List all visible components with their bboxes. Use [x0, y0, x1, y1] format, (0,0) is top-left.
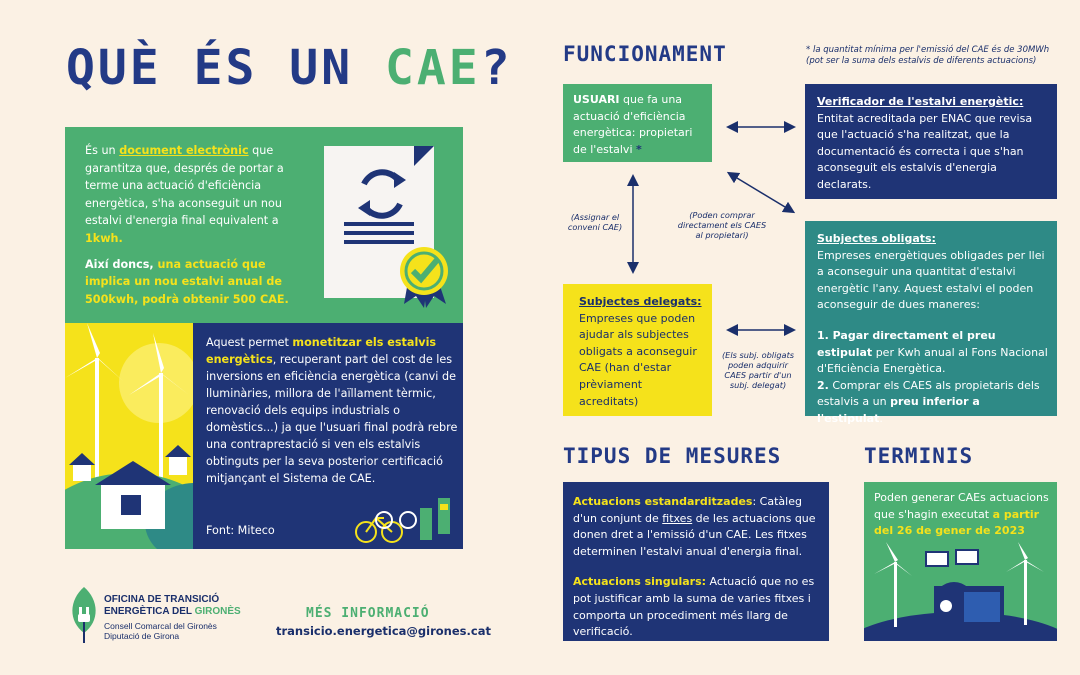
title-highlight: CAE [385, 40, 481, 96]
source-text: Font: Miteco [206, 524, 275, 537]
label-subj: (Els subj. obligats poden adquirir CAES partir d'un subj. delegat) [721, 350, 795, 390]
mes-info-title: MÉS INFORMACIÓ [306, 606, 430, 621]
bike-charging-icon [352, 498, 462, 546]
terminis-text: Poden generar CAEs actuacions que s'hagin executat a partir del 26 de gener de 2023 [874, 491, 1049, 538]
verificador-text: Verificador de l'estalvi energètic: Entitat acreditada per ENAC que revisa que l'actuació s'ha realitzat, que la documentació és correcta i que s'han aconseguit els estalvis d'energia declarats. [817, 95, 1033, 191]
monetize-text: Aquest permet monetitzar els estalvis energètics, recuperant part del cost de les inversions en eficiència energètica (canvi de lluminàries, millora de l'aïllament tèrmic, renovació dels equips industrials o domèstics...) ja que l'usuari final podrà rebre una contraprestació si ven els estalvis obtinguts per la seva posterior certificació mitjançant el Sistema de CAE. [206, 336, 458, 485]
certificate-icon [324, 146, 454, 321]
page-title: QUÈ ÉS UN CAE? [66, 40, 513, 96]
delegats-text: Subjectes delegats: Empreses que poden ajudar als subjectes obligats a aconseguir CAE (han d'estar prèviament acreditats) [579, 295, 702, 408]
house-solar-icon [864, 542, 1057, 641]
label-assignar: (Assignar el conveni CAE) [567, 212, 623, 232]
tipus-text: Actuacions estandarditzades: Catàleg d'un conjunt de fitxes de les actuacions que donen dret a l'emissió d'un CAE. Les fitxes determinen l'estalvi anual d'energia final. Actuacions singulars: Actuació que no es pot justificar amb la suma de varies fitxes i comporta un procediment més llarg de verificació. [573, 495, 816, 639]
badge-icon [400, 247, 448, 308]
intro-text: És un document electrònic que garantitza que, després de portar a terme una actuació d'eficiència energètica, s'ha aconseguit un nou estalvi d'energia final equivalent a 1kwh. Així doncs, una actuació que implica un nou estalvi anual de 500kwh, podrà obtenir 500 CAE. [85, 144, 289, 306]
wind-illustration [65, 323, 193, 549]
terminis-title: TERMINIS [864, 444, 974, 468]
wind-turbine-icon [65, 323, 193, 549]
funcionament-title: FUNCIONAMENT [563, 42, 727, 66]
label-comprar: (Poden comprar directament els CAES al propietari) [677, 210, 767, 240]
contact-email[interactable]: transicio.energetica@girones.cat [276, 624, 491, 638]
usuari-text: USUARI que fa una actuació d'eficiència energètica: propietari de l'estalvi * [573, 93, 693, 156]
obligats-text: Subjectes obligats: Empreses energètiques obligades per llei a aconseguir una quantitat d'estalvi energètic l'any. Aquest estalvi el poden aconseguir de dues maneres: 1. Pagar directament el preu estipulat per Kwh anual al Fons Nacional d'Eficiència Energètica. 2. Comprar els CAES als propietaris dels estalvis a un preu inferior a l'estipulat. [817, 232, 1048, 425]
org-sub-text: Consell Comarcal del Gironès Diputació de Girona [104, 621, 217, 641]
plug-logo-icon [64, 585, 104, 645]
flow-arrows [540, 110, 830, 370]
minimum-note: * la quantitat mínima per l'emissió del CAE és de 30MWh (pot ser la suma dels estalvis de diferents actuacions) [806, 45, 1050, 66]
org-logo-text: OFICINA DE TRANSICIÓ ENERGÈTICA DEL GIRONÈS [104, 594, 241, 617]
tipus-title: TIPUS DE MESURES [563, 444, 782, 468]
